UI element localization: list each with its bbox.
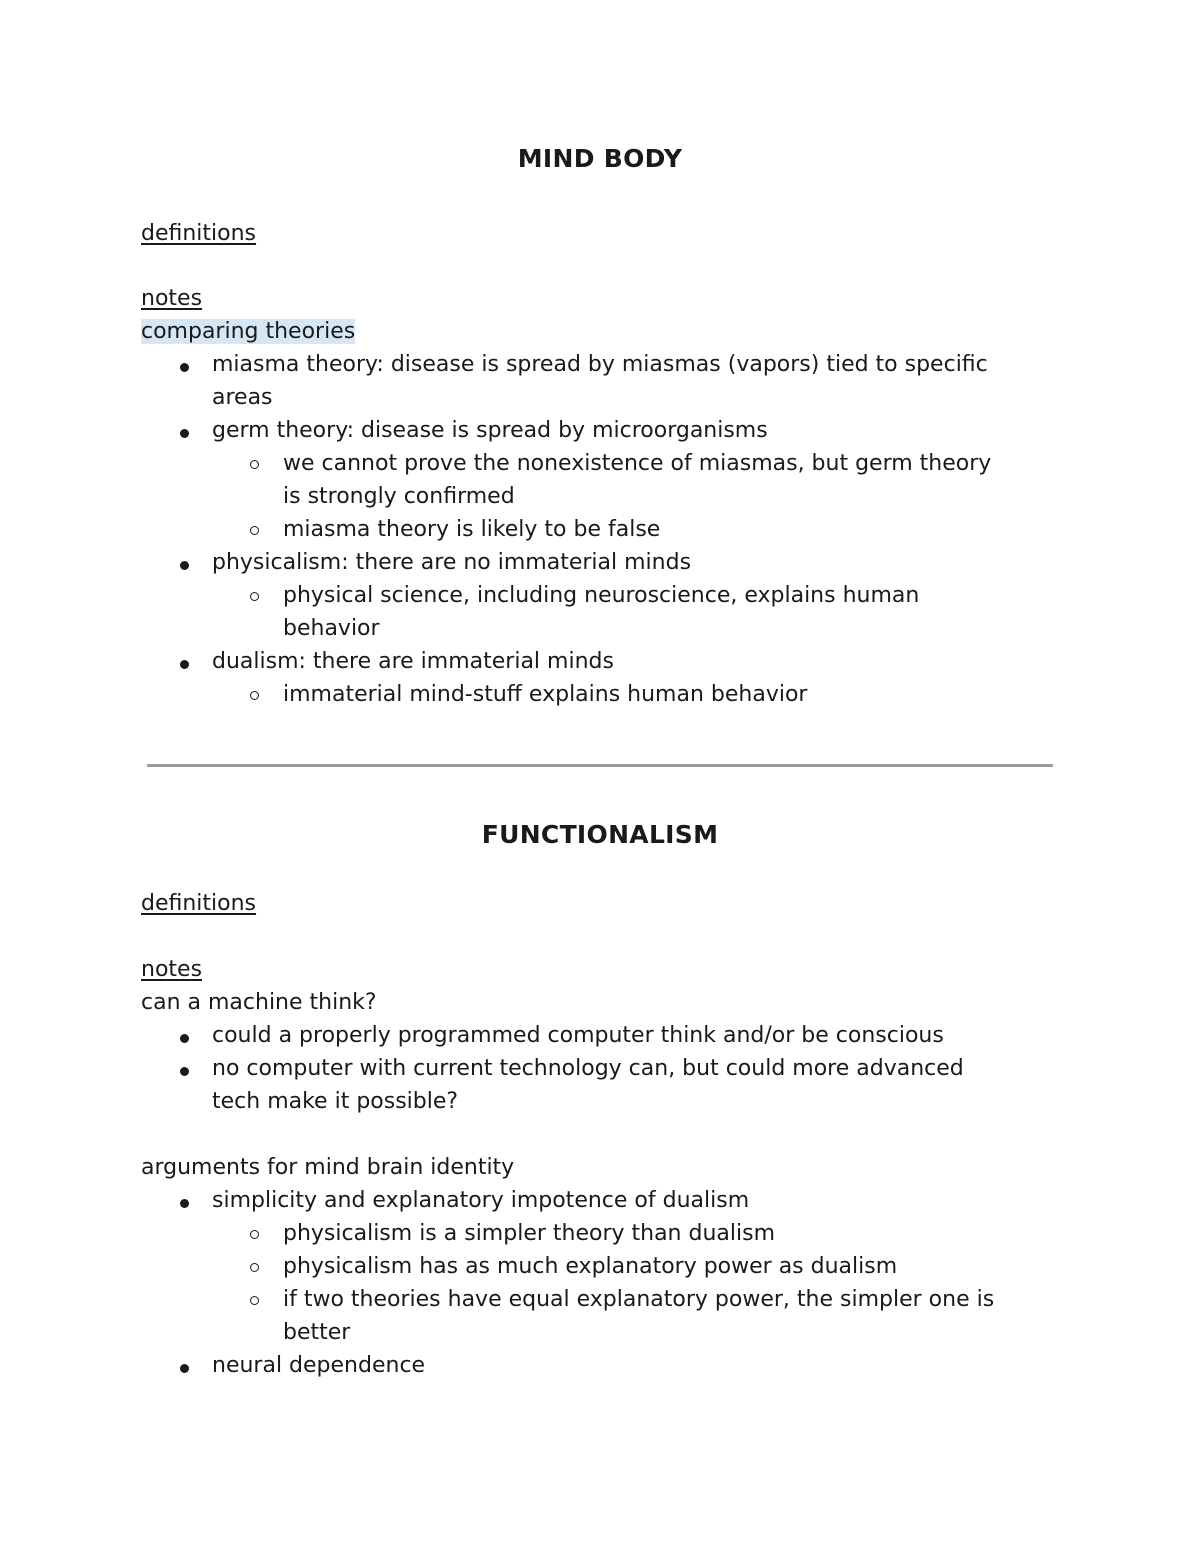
bullet-circle-icon bbox=[250, 526, 259, 535]
bullet-dot-icon bbox=[180, 1364, 189, 1373]
notes-label: notes bbox=[141, 957, 203, 982]
bullet-circle-icon bbox=[250, 592, 259, 601]
bullet-circle-icon bbox=[250, 691, 259, 700]
topic-heading bbox=[141, 315, 355, 348]
bullet-circle-icon bbox=[250, 460, 259, 469]
bullet-dot-icon bbox=[180, 1199, 189, 1208]
list-item: neural dependence bbox=[212, 1353, 426, 1378]
notes-heading bbox=[141, 282, 202, 315]
definitions-label: definitions bbox=[141, 221, 257, 246]
list-item: germ theory: disease is spread by microorganisms bbox=[212, 418, 768, 443]
highlighted-topic: comparing theories bbox=[141, 319, 356, 344]
notes-label: notes bbox=[141, 286, 203, 311]
sub-list-item: miasma theory is likely to be false bbox=[283, 517, 661, 542]
bullet-dot-icon bbox=[180, 660, 189, 669]
section-title-functionalism: FUNCTIONALISM bbox=[481, 820, 719, 849]
sub-list-item: we cannot prove the nonexistence of miasmas, but germ theory bbox=[283, 451, 992, 476]
bullet-dot-icon bbox=[180, 1034, 189, 1043]
bullet-dot-icon bbox=[180, 429, 189, 438]
list-item: could a properly programmed computer think and/or be conscious bbox=[212, 1023, 944, 1048]
bullet-dot-icon bbox=[180, 561, 189, 570]
list-item: dualism: there are immaterial minds bbox=[212, 649, 614, 674]
horizontal-divider bbox=[147, 764, 1053, 767]
definitions-label: definitions bbox=[141, 891, 257, 916]
definitions-heading bbox=[141, 217, 256, 250]
bullet-circle-icon bbox=[250, 1296, 259, 1305]
sub-list-item-continuation: behavior bbox=[283, 616, 380, 641]
list-item-continuation: areas bbox=[212, 385, 273, 410]
bullet-dot-icon bbox=[180, 363, 189, 372]
sub-list-item: if two theories have equal explanatory power, the simpler one is bbox=[283, 1287, 995, 1312]
bullet-circle-icon bbox=[250, 1230, 259, 1239]
list-item: miasma theory: disease is spread by miasmas (vapors) tied to specific bbox=[212, 352, 988, 377]
list-item: physicalism: there are no immaterial minds bbox=[212, 550, 692, 575]
bullet-circle-icon bbox=[250, 1263, 259, 1272]
sub-list-item: immaterial mind-stuff explains human behavior bbox=[283, 682, 808, 707]
bullet-dot-icon bbox=[180, 1067, 189, 1076]
list-item-continuation: tech make it possible? bbox=[212, 1089, 459, 1114]
section-title-mind-body: MIND BODY bbox=[517, 144, 683, 173]
sub-list-item-continuation: is strongly confirmed bbox=[283, 484, 515, 509]
definitions-heading bbox=[141, 887, 256, 920]
list-item: no computer with current technology can, but could more advanced bbox=[212, 1056, 964, 1081]
list-item: simplicity and explanatory impotence of dualism bbox=[212, 1188, 750, 1213]
notes-heading bbox=[141, 953, 202, 986]
sub-list-item-continuation: better bbox=[283, 1320, 351, 1345]
sub-list-item: physicalism is a simpler theory than dualism bbox=[283, 1221, 776, 1246]
sub-list-item: physical science, including neuroscience, explains human bbox=[283, 583, 920, 608]
topic-heading: arguments for mind brain identity bbox=[141, 1155, 515, 1180]
topic-heading: can a machine think? bbox=[141, 990, 377, 1015]
sub-list-item: physicalism has as much explanatory power as dualism bbox=[283, 1254, 898, 1279]
